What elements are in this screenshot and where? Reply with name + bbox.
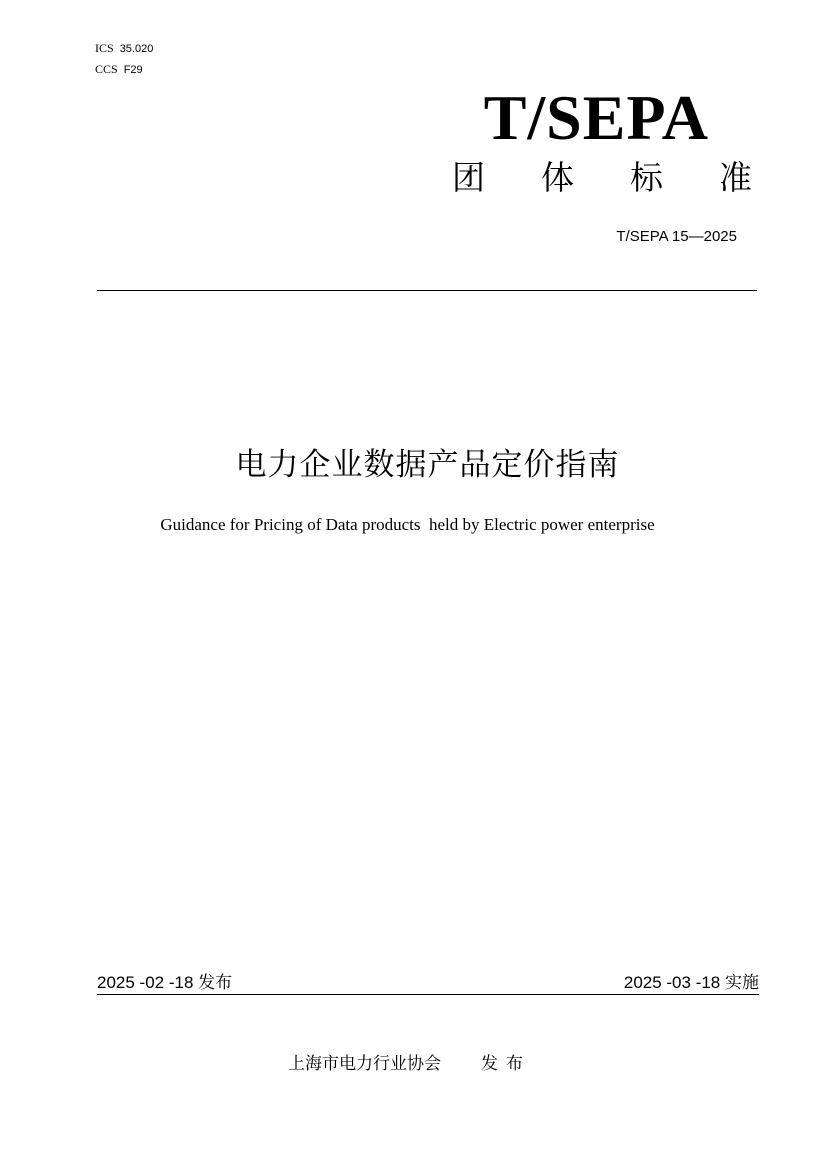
ics-row bbox=[95, 40, 153, 57]
standard-kind-char: 团 bbox=[452, 159, 485, 196]
standard-number: T/SEPA 15—2025 bbox=[616, 228, 737, 245]
standard-kind-char: 准 bbox=[719, 159, 752, 196]
ccs-label: CCS bbox=[95, 62, 118, 76]
issuer-line bbox=[288, 1053, 531, 1075]
standard-kind-char: 体 bbox=[541, 159, 574, 196]
ics-label: ICS bbox=[95, 41, 114, 55]
header-divider bbox=[97, 290, 757, 291]
implement-date: 2025 -03 -18 实施 bbox=[623, 973, 759, 992]
publish-date: 2025 -02 -18 发布 bbox=[97, 973, 233, 992]
issuer-action: 发布 bbox=[481, 1054, 531, 1073]
standard-kind-char: 标 bbox=[630, 159, 663, 196]
ccs-value: F29 bbox=[123, 64, 143, 76]
standard-kind bbox=[452, 156, 752, 200]
issuer-name: 上海市电力行业协会 bbox=[288, 1054, 441, 1073]
standard-logo: T/SEPA bbox=[483, 82, 709, 153]
ccs-row bbox=[95, 61, 143, 78]
ics-value: 35.020 bbox=[119, 43, 154, 55]
document-title-en: Guidance for Pricing of Data products held by Electric power enterprise bbox=[160, 515, 655, 534]
footer-divider bbox=[97, 994, 759, 995]
document-title-zh: 电力企业数据产品定价指南 bbox=[235, 447, 620, 482]
